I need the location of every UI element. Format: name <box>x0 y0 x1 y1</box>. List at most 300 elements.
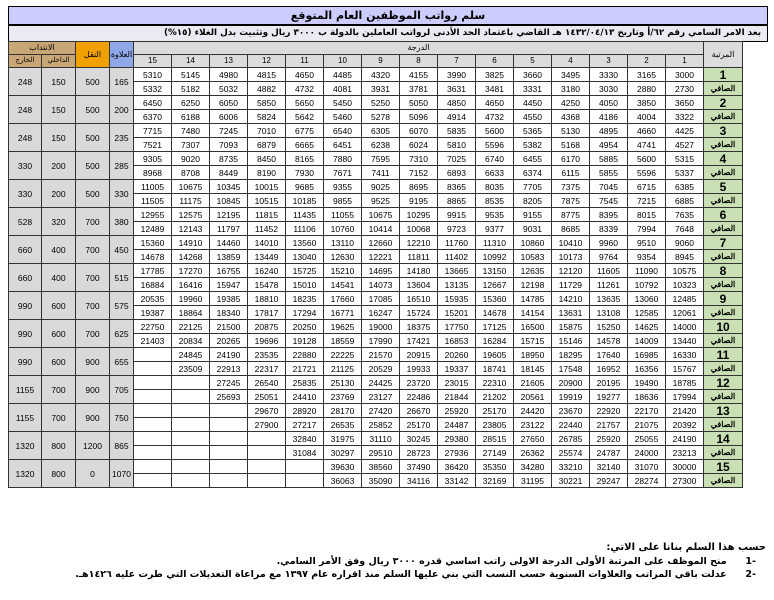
degree-number: 6 <box>476 55 514 68</box>
subtitle-text: بعد الامر السامي رقم ٦٢/أ وتاريخ ١٤٣٢/٠٤/١٣ هـ القاضي باعتماد الحد الأدنى لرواتب العاملين بالدولة ب ٣٠٠٠ ريال وتثبيت بدل الغلاء (١٥%) <box>163 28 761 38</box>
net-salary-cell: 27300 <box>666 474 704 488</box>
gross-salary-cell: 17750 <box>438 320 476 334</box>
gross-salary-cell: 27245 <box>210 376 248 390</box>
net-salary-cell: 5032 <box>210 82 248 96</box>
net-salary-cell <box>134 446 172 460</box>
gross-salary-cell: 9510 <box>628 236 666 250</box>
net-salary-cell: 21403 <box>134 334 172 348</box>
gross-salary-cell: 6250 <box>172 96 210 110</box>
net-salary-cell <box>210 446 248 460</box>
net-salary-cell: 8945 <box>666 250 704 264</box>
rank-number: 14 <box>704 432 743 446</box>
net-salary-cell: 6370 <box>134 110 172 124</box>
gross-salary-cell: 9355 <box>324 180 362 194</box>
net-label: الصافي <box>704 138 743 152</box>
transport-allowance: 700 <box>76 292 110 320</box>
internal-allowance: 150 <box>42 68 76 96</box>
net-salary-cell: 9031 <box>514 222 552 236</box>
net-salary-cell: 20392 <box>666 418 704 432</box>
net-salary-cell: 16284 <box>476 334 514 348</box>
internal-header: الداخلي <box>42 55 76 68</box>
gross-salary-cell: 17085 <box>362 292 400 306</box>
gross-salary-cell: 15725 <box>286 264 324 278</box>
net-salary-cell: 11452 <box>248 222 286 236</box>
net-salary-cell: 7411 <box>362 166 400 180</box>
external-allowance: 990 <box>9 320 42 348</box>
rank-gross-row <box>9 348 743 362</box>
rank-number: 11 <box>704 348 743 362</box>
net-salary-cell: 15146 <box>552 334 590 348</box>
gross-salary-cell <box>210 432 248 446</box>
net-salary-cell: 21202 <box>476 390 514 404</box>
net-salary-cell: 3322 <box>666 110 704 124</box>
gross-salary-cell: 14695 <box>362 264 400 278</box>
gross-salary-cell: 3330 <box>590 68 628 82</box>
net-salary-cell: 18636 <box>628 390 666 404</box>
gross-salary-cell: 22750 <box>134 320 172 334</box>
net-salary-cell <box>210 418 248 432</box>
net-salary-cell: 30221 <box>552 474 590 488</box>
external-allowance: 1320 <box>9 432 42 460</box>
net-salary-cell: 29247 <box>590 474 628 488</box>
gross-salary-cell: 12660 <box>362 236 400 250</box>
gross-salary-cell: 13635 <box>590 292 628 306</box>
gross-salary-cell <box>134 348 172 362</box>
rank-number: 5 <box>704 180 743 194</box>
transport-allowance: 0 <box>76 460 110 488</box>
net-salary-cell: 6879 <box>248 138 286 152</box>
net-salary-cell <box>134 418 172 432</box>
gross-salary-cell: 25920 <box>590 432 628 446</box>
net-salary-cell: 12630 <box>324 250 362 264</box>
gross-salary-cell: 11760 <box>438 236 476 250</box>
net-salary-cell: 20561 <box>514 390 552 404</box>
net-salary-cell: 6451 <box>324 138 362 152</box>
rank-gross-row <box>9 432 743 446</box>
net-salary-cell: 21844 <box>438 390 476 404</box>
net-salary-cell: 9377 <box>476 222 514 236</box>
net-salary-cell: 17817 <box>248 306 286 320</box>
document-title: سلم رواتب الموظفين العام المتوقع <box>8 6 768 25</box>
gross-salary-cell: 6050 <box>210 96 248 110</box>
rank-number: 8 <box>704 264 743 278</box>
annual-raise: 330 <box>110 180 134 208</box>
net-salary-cell: 16853 <box>438 334 476 348</box>
gross-salary-cell: 11605 <box>590 264 628 278</box>
gross-salary-cell: 18375 <box>400 320 438 334</box>
net-salary-cell: 2730 <box>666 82 704 96</box>
net-salary-cell: 20529 <box>362 362 400 376</box>
net-salary-cell: 27900 <box>248 418 286 432</box>
net-label: الصافي <box>704 334 743 348</box>
internal-allowance: 200 <box>42 180 76 208</box>
annual-raise: 200 <box>110 96 134 124</box>
net-salary-cell: 6006 <box>210 110 248 124</box>
gross-salary-cell: 22125 <box>172 320 210 334</box>
rank-number: 2 <box>704 96 743 110</box>
internal-allowance: 700 <box>42 376 76 404</box>
rank-number: 15 <box>704 460 743 474</box>
gross-salary-cell: 8395 <box>590 208 628 222</box>
net-salary-cell <box>134 362 172 376</box>
net-salary-cell: 3631 <box>438 82 476 96</box>
annual-raise: 655 <box>110 348 134 376</box>
gross-salary-cell: 5600 <box>476 124 514 138</box>
net-label: الصافي <box>704 250 743 264</box>
net-salary-cell: 17421 <box>400 334 438 348</box>
note-item <box>8 569 766 580</box>
transport-allowance: 500 <box>76 124 110 152</box>
net-salary-cell: 6188 <box>172 110 210 124</box>
net-salary-cell: 3931 <box>362 82 400 96</box>
net-salary-cell: 24000 <box>628 446 666 460</box>
gross-salary-cell: 32840 <box>286 432 324 446</box>
gross-salary-cell: 5365 <box>514 124 552 138</box>
note-number: -2 <box>745 569 756 580</box>
internal-allowance: 150 <box>42 124 76 152</box>
net-salary-cell: 10185 <box>286 194 324 208</box>
gross-salary-cell: 14210 <box>552 292 590 306</box>
gross-salary-cell: 4895 <box>590 124 628 138</box>
external-allowance: 1155 <box>9 376 42 404</box>
gross-salary-cell: 15875 <box>552 320 590 334</box>
gross-salary-cell: 22920 <box>590 404 628 418</box>
internal-allowance: 600 <box>42 292 76 320</box>
rank-number: 1 <box>704 68 743 82</box>
transport-allowance: 500 <box>76 68 110 96</box>
net-salary-cell: 5182 <box>172 82 210 96</box>
gross-salary-cell: 11090 <box>628 264 666 278</box>
gross-salary-cell: 4980 <box>210 68 248 82</box>
net-salary-cell: 9764 <box>590 250 628 264</box>
gross-salary-cell: 7045 <box>590 180 628 194</box>
gross-salary-cell: 8015 <box>628 208 666 222</box>
gross-salary-cell: 10860 <box>514 236 552 250</box>
gross-salary-cell: 10675 <box>172 180 210 194</box>
net-label: الصافي <box>704 362 743 376</box>
gross-salary-cell: 10345 <box>210 180 248 194</box>
net-salary-cell: 21757 <box>590 418 628 432</box>
external-allowance: 660 <box>9 264 42 292</box>
gross-salary-cell: 18950 <box>514 348 552 362</box>
net-salary-cell: 23805 <box>476 418 514 432</box>
net-salary-cell: 4527 <box>666 138 704 152</box>
net-salary-cell: 17990 <box>362 334 400 348</box>
gross-salary-cell: 5885 <box>590 152 628 166</box>
gross-salary-cell: 23720 <box>400 376 438 390</box>
gross-salary-cell: 7245 <box>210 124 248 138</box>
gross-salary-cell: 15935 <box>438 292 476 306</box>
internal-allowance: 700 <box>42 404 76 432</box>
degree-number: 10 <box>324 55 362 68</box>
gross-salary-cell: 22880 <box>286 348 324 362</box>
mandate-header: الانتداب <box>9 42 76 55</box>
net-salary-cell: 13440 <box>666 334 704 348</box>
net-salary-cell: 19337 <box>438 362 476 376</box>
gross-salary-cell: 19625 <box>324 320 362 334</box>
gross-salary-cell: 10295 <box>400 208 438 222</box>
gross-salary-cell: 13150 <box>476 264 514 278</box>
net-salary-cell: 6893 <box>438 166 476 180</box>
net-salary-cell: 10583 <box>514 250 552 264</box>
net-salary-cell: 29510 <box>362 446 400 460</box>
gross-salary-cell: 6715 <box>628 180 666 194</box>
note-text: عدلت باقي المراتب والعلاوات السنوية حسب النسب التي بني عليها السلم منذ اقراره عام ١٣٩٧ مع مراعاة التعديلات التي طرت عليه ١٤٢٦هـ. <box>75 569 727 580</box>
gross-salary-cell: 22170 <box>628 404 666 418</box>
annual-raise: 285 <box>110 152 134 180</box>
external-allowance: 1155 <box>9 404 42 432</box>
rank-number: 6 <box>704 208 743 222</box>
annual-raise: 705 <box>110 376 134 404</box>
gross-salary-cell: 7635 <box>666 208 704 222</box>
rank-number: 12 <box>704 376 743 390</box>
gross-salary-cell: 14180 <box>400 264 438 278</box>
gross-salary-cell <box>134 460 172 474</box>
internal-allowance: 400 <box>42 264 76 292</box>
rank-gross-row <box>9 292 743 306</box>
gross-salary-cell: 25920 <box>438 404 476 418</box>
rank-gross-row <box>9 376 743 390</box>
gross-salary-cell: 6450 <box>134 96 172 110</box>
net-salary-cell: 2880 <box>628 82 666 96</box>
annual-raise: 1070 <box>110 460 134 488</box>
gross-salary-cell: 26785 <box>552 432 590 446</box>
gross-salary-cell: 25835 <box>286 376 324 390</box>
net-salary-cell: 18864 <box>172 306 210 320</box>
net-salary-cell: 20834 <box>172 334 210 348</box>
gross-salary-cell: 3990 <box>438 68 476 82</box>
rank-gross-row <box>9 96 743 110</box>
gross-salary-cell: 4450 <box>514 96 552 110</box>
external-allowance: 1320 <box>9 460 42 488</box>
gross-salary-cell: 10015 <box>248 180 286 194</box>
net-salary-cell: 7307 <box>172 138 210 152</box>
annual-raise: 625 <box>110 320 134 348</box>
net-salary-cell: 8685 <box>552 222 590 236</box>
gross-salary-cell: 18785 <box>666 376 704 390</box>
gross-salary-cell: 13060 <box>628 292 666 306</box>
gross-salary-cell: 20900 <box>552 376 590 390</box>
internal-allowance: 320 <box>42 208 76 236</box>
degree-number: 12 <box>248 55 286 68</box>
gross-salary-cell: 34280 <box>514 460 552 474</box>
degree-number: 9 <box>362 55 400 68</box>
salary-table-body <box>9 68 743 488</box>
net-salary-cell: 5855 <box>590 166 628 180</box>
net-label: الصافي <box>704 166 743 180</box>
gross-salary-cell <box>210 404 248 418</box>
net-salary-cell: 10992 <box>476 250 514 264</box>
gross-salary-cell: 5450 <box>324 96 362 110</box>
gross-salary-cell: 12635 <box>514 264 552 278</box>
net-salary-cell: 25852 <box>362 418 400 432</box>
gross-salary-cell: 21570 <box>362 348 400 362</box>
net-salary-cell: 12198 <box>514 278 552 292</box>
gross-salary-cell: 36420 <box>438 460 476 474</box>
gross-salary-cell: 3495 <box>552 68 590 82</box>
net-salary-cell: 11811 <box>400 250 438 264</box>
gross-salary-cell: 19000 <box>362 320 400 334</box>
net-salary-cell: 34116 <box>400 474 438 488</box>
gross-salary-cell: 21605 <box>514 376 552 390</box>
degree-number: 11 <box>286 55 324 68</box>
gross-salary-cell: 11055 <box>324 208 362 222</box>
net-salary-cell: 8190 <box>248 166 286 180</box>
transport-allowance: 1200 <box>76 432 110 460</box>
gross-salary-cell: 16240 <box>248 264 286 278</box>
net-salary-cell: 16416 <box>172 278 210 292</box>
note-number: -1 <box>745 556 756 567</box>
gross-salary-cell: 4155 <box>400 68 438 82</box>
net-salary-cell: 8708 <box>172 166 210 180</box>
gross-salary-cell: 26670 <box>400 404 438 418</box>
degree-header: الدرجة <box>134 42 704 55</box>
gross-salary-cell: 25130 <box>324 376 362 390</box>
net-salary-cell: 3481 <box>476 82 514 96</box>
annual-raise: 865 <box>110 432 134 460</box>
net-salary-cell: 21125 <box>324 362 362 376</box>
transport-allowance: 700 <box>76 208 110 236</box>
gross-salary-cell <box>286 460 324 474</box>
net-salary-cell: 7215 <box>628 194 666 208</box>
gross-salary-cell: 11435 <box>286 208 324 222</box>
net-salary-cell: 17994 <box>666 390 704 404</box>
gross-salary-cell: 5835 <box>438 124 476 138</box>
gross-salary-cell: 35350 <box>476 460 514 474</box>
gross-salary-cell: 5250 <box>362 96 400 110</box>
gross-salary-cell: 23015 <box>438 376 476 390</box>
net-salary-cell: 24487 <box>438 418 476 432</box>
gross-salary-cell: 8735 <box>210 152 248 166</box>
net-salary-cell: 12143 <box>172 222 210 236</box>
net-salary-cell: 27149 <box>476 446 514 460</box>
net-salary-cell: 21075 <box>628 418 666 432</box>
gross-salary-cell: 19385 <box>210 292 248 306</box>
net-salary-cell: 15715 <box>514 334 552 348</box>
net-salary-cell: 3030 <box>590 82 628 96</box>
gross-salary-cell: 20915 <box>400 348 438 362</box>
net-salary-cell: 5096 <box>400 110 438 124</box>
net-salary-cell: 25051 <box>248 390 286 404</box>
transport-allowance: 500 <box>76 96 110 124</box>
gross-salary-cell: 7595 <box>362 152 400 166</box>
gross-salary-cell: 20875 <box>248 320 286 334</box>
net-salary-cell: 23509 <box>172 362 210 376</box>
net-salary-cell: 6238 <box>362 138 400 152</box>
net-salary-cell: 9354 <box>628 250 666 264</box>
degree-number: 14 <box>172 55 210 68</box>
gross-salary-cell: 4425 <box>666 124 704 138</box>
net-salary-cell: 18145 <box>514 362 552 376</box>
gross-salary-cell: 9060 <box>666 236 704 250</box>
net-salary-cell: 4550 <box>514 110 552 124</box>
gross-salary-cell: 9535 <box>476 208 514 222</box>
net-salary-cell: 19387 <box>134 306 172 320</box>
net-salary-cell <box>210 474 248 488</box>
net-salary-cell: 10323 <box>666 278 704 292</box>
net-salary-cell: 5168 <box>552 138 590 152</box>
gross-salary-cell <box>172 432 210 446</box>
net-salary-cell: 16884 <box>134 278 172 292</box>
degree-number: 2 <box>628 55 666 68</box>
gross-salary-cell: 25055 <box>628 432 666 446</box>
gross-salary-cell: 15360 <box>134 236 172 250</box>
gross-salary-cell <box>248 432 286 446</box>
net-salary-cell: 8865 <box>438 194 476 208</box>
rank-number: 7 <box>704 236 743 250</box>
net-salary-cell <box>172 418 210 432</box>
net-salary-cell: 4954 <box>590 138 628 152</box>
gross-salary-cell: 28515 <box>476 432 514 446</box>
gross-salary-cell <box>134 376 172 390</box>
gross-salary-cell: 16330 <box>666 348 704 362</box>
gross-salary-cell: 10575 <box>666 264 704 278</box>
net-salary-cell: 11402 <box>438 250 476 264</box>
gross-salary-cell: 24190 <box>666 432 704 446</box>
gross-salary-cell: 8165 <box>286 152 324 166</box>
net-label: الصافي <box>704 194 743 208</box>
net-salary-cell: 26362 <box>514 446 552 460</box>
net-salary-cell: 10173 <box>552 250 590 264</box>
gross-salary-cell: 18810 <box>248 292 286 306</box>
net-salary-cell: 18340 <box>210 306 248 320</box>
net-salary-cell: 18559 <box>324 334 362 348</box>
net-salary-cell: 12667 <box>476 278 514 292</box>
annual-raise: 515 <box>110 264 134 292</box>
gross-salary-cell: 28170 <box>324 404 362 418</box>
net-salary-cell: 3180 <box>552 82 590 96</box>
net-salary-cell: 23127 <box>362 390 400 404</box>
net-salary-cell: 5824 <box>248 110 286 124</box>
rank-number: 3 <box>704 124 743 138</box>
net-salary-cell: 15767 <box>666 362 704 376</box>
gross-salary-cell: 20195 <box>590 376 628 390</box>
gross-salary-cell: 16985 <box>628 348 666 362</box>
net-salary-cell: 26535 <box>324 418 362 432</box>
net-salary-cell: 16771 <box>324 306 362 320</box>
transport-allowance: 700 <box>76 320 110 348</box>
gross-salary-cell: 24845 <box>172 348 210 362</box>
net-salary-cell: 6633 <box>476 166 514 180</box>
gross-salary-cell: 9685 <box>286 180 324 194</box>
external-allowance: 528 <box>9 208 42 236</box>
rank-header: المرتبة <box>704 42 743 68</box>
net-salary-cell: 4914 <box>438 110 476 124</box>
net-salary-cell: 6115 <box>552 166 590 180</box>
gross-salary-cell: 8775 <box>552 208 590 222</box>
net-salary-cell: 19933 <box>400 362 438 376</box>
header-row-top <box>9 42 743 55</box>
gross-salary-cell: 5600 <box>628 152 666 166</box>
gross-salary-cell: 25170 <box>476 404 514 418</box>
gross-salary-cell: 30245 <box>400 432 438 446</box>
gross-salary-cell: 4650 <box>476 96 514 110</box>
gross-salary-cell: 21500 <box>210 320 248 334</box>
net-salary-cell: 6374 <box>514 166 552 180</box>
net-salary-cell: 11505 <box>134 194 172 208</box>
gross-salary-cell: 4320 <box>362 68 400 82</box>
annual-raise: 380 <box>110 208 134 236</box>
gross-salary-cell: 4250 <box>552 96 590 110</box>
net-salary-cell: 6885 <box>666 194 704 208</box>
gross-salary-cell: 14625 <box>628 320 666 334</box>
gross-salary-cell: 7010 <box>248 124 286 138</box>
net-salary-cell: 36063 <box>324 474 362 488</box>
gross-salary-cell: 22225 <box>324 348 362 362</box>
net-salary-cell: 15010 <box>286 278 324 292</box>
external-allowance: 990 <box>9 292 42 320</box>
degree-number: 15 <box>134 55 172 68</box>
